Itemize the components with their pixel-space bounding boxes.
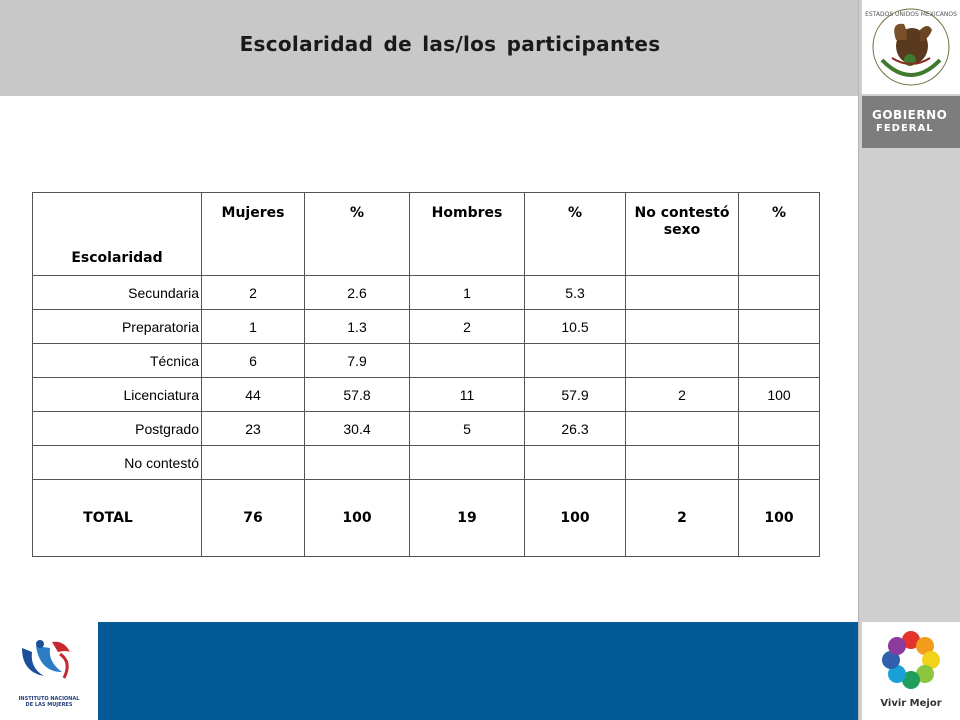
cell-hombres: [410, 344, 525, 378]
header-mujeres: Mujeres: [202, 193, 305, 276]
escolaridad-table: [32, 192, 820, 557]
table-total-row: [33, 480, 820, 557]
cell-pct-no-contesto: 100: [739, 378, 820, 412]
cell-hombres: 11: [410, 378, 525, 412]
cell-mujeres: [202, 446, 305, 480]
total-no-contesto: 2: [626, 480, 739, 557]
row-label: Preparatoria: [33, 310, 202, 344]
header-pct-hombres: %: [525, 193, 626, 276]
cell-pct-no-contesto: [739, 344, 820, 378]
table-header-row: [33, 193, 820, 276]
cell-pct-no-contesto: [739, 276, 820, 310]
gobierno-federal-badge: [862, 96, 960, 148]
cell-pct-no-contesto: [739, 412, 820, 446]
row-label: Postgrado: [33, 412, 202, 446]
cell-pct-hombres: 5.3: [525, 276, 626, 310]
total-mujeres: 76: [202, 480, 305, 557]
inmujeres-emblem-icon: [0, 622, 98, 698]
table-row: [33, 344, 820, 378]
table-row: [33, 378, 820, 412]
cell-no-contesto: [626, 276, 739, 310]
total-hombres: 19: [410, 480, 525, 557]
cell-pct-mujeres: 2.6: [305, 276, 410, 310]
cell-hombres: 5: [410, 412, 525, 446]
header-pct-no-contesto: %: [739, 193, 820, 276]
flower-logo-icon: [862, 622, 960, 698]
cell-pct-hombres: 10.5: [525, 310, 626, 344]
total-pct-hombres: 100: [525, 480, 626, 557]
header-pct-mujeres: %: [305, 193, 410, 276]
footer-blue-band: [98, 622, 858, 720]
gov-label-line2: FEDERAL: [876, 123, 934, 134]
cell-mujeres: 23: [202, 412, 305, 446]
cell-no-contesto: [626, 344, 739, 378]
cell-no-contesto: 2: [626, 378, 739, 412]
cell-pct-mujeres: 1.3: [305, 310, 410, 344]
cell-no-contesto: [626, 412, 739, 446]
cell-pct-mujeres: 30.4: [305, 412, 410, 446]
cell-no-contesto: [626, 446, 739, 480]
svg-text:ESTADOS UNIDOS MEXICANOS: ESTADOS UNIDOS MEXICANOS: [865, 11, 957, 18]
cell-pct-no-contesto: [739, 446, 820, 480]
total-pct-mujeres: 100: [305, 480, 410, 557]
cell-pct-hombres: [525, 446, 626, 480]
gov-label-line1: GOBIERNO: [872, 108, 948, 122]
table-row: [33, 276, 820, 310]
vivir-mejor-logo: [862, 622, 960, 720]
national-seal: [862, 0, 960, 94]
row-label: Técnica: [33, 344, 202, 378]
cell-hombres: 1: [410, 276, 525, 310]
row-label: Secundaria: [33, 276, 202, 310]
page-title: Escolaridad de las/los participantes: [239, 32, 661, 56]
cell-pct-no-contesto: [739, 310, 820, 344]
vivir-mejor-label: Vivir Mejor: [880, 698, 942, 709]
total-label: TOTAL: [33, 480, 202, 557]
cell-hombres: [410, 446, 525, 480]
cell-pct-mujeres: [305, 446, 410, 480]
cell-mujeres: 44: [202, 378, 305, 412]
cell-mujeres: 1: [202, 310, 305, 344]
cell-pct-mujeres: 57.8: [305, 378, 410, 412]
cell-pct-hombres: 26.3: [525, 412, 626, 446]
inmujeres-label: INSTITUTO NACIONAL DE LAS MUJERES: [18, 696, 80, 708]
cell-pct-hombres: 57.9: [525, 378, 626, 412]
header-hombres: Hombres: [410, 193, 525, 276]
table-row: [33, 446, 820, 480]
total-pct-no-contesto: 100: [739, 480, 820, 557]
table-row: [33, 310, 820, 344]
eagle-seal-icon: [862, 0, 960, 94]
inmujeres-logo: [0, 622, 98, 720]
cell-pct-hombres: [525, 344, 626, 378]
row-label: No contestó: [33, 446, 202, 480]
cell-pct-mujeres: 7.9: [305, 344, 410, 378]
header-escolaridad: Escolaridad: [33, 193, 202, 276]
table-row: [33, 412, 820, 446]
cell-mujeres: 6: [202, 344, 305, 378]
cell-no-contesto: [626, 310, 739, 344]
header-no-contesto-sexo: No contestó sexo: [626, 193, 739, 276]
row-label: Licenciatura: [33, 378, 202, 412]
cell-mujeres: 2: [202, 276, 305, 310]
cell-hombres: 2: [410, 310, 525, 344]
